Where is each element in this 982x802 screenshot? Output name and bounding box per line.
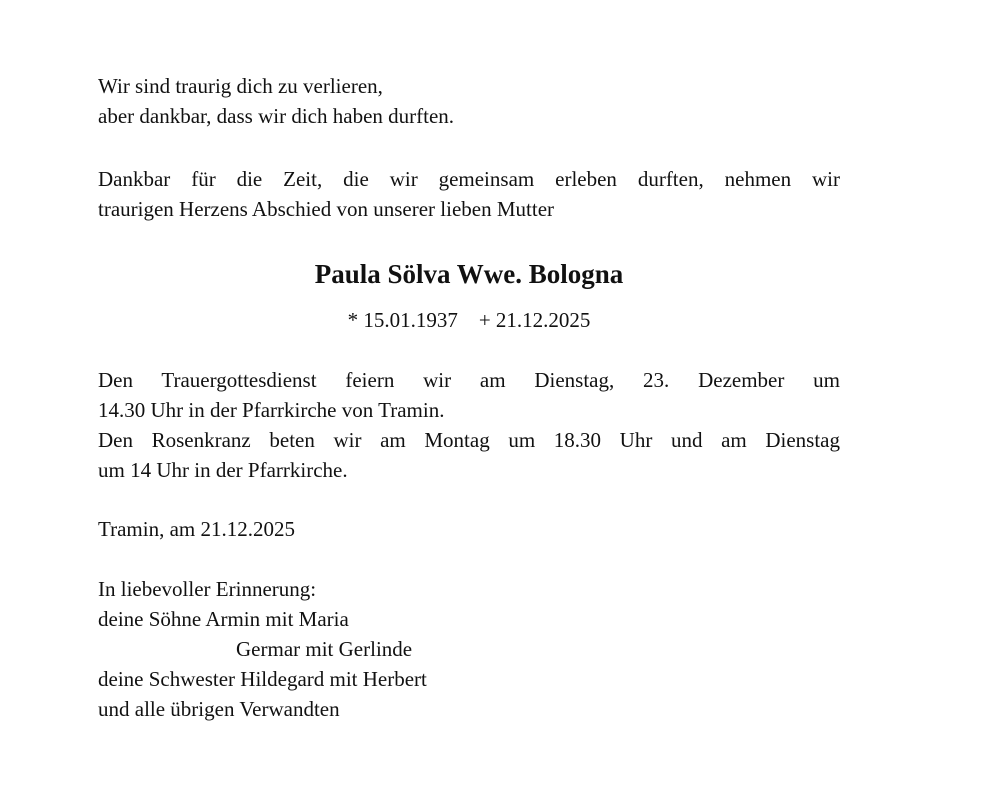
mourners-heading: In liebevoller Erinnerung: [98,577,317,601]
service-line-2: 14.30 Uhr in der Pfarrkirche von Tramin. [98,398,445,422]
intro-line-2: traurigen Herzens Abschied von unserer lieben Mutter [98,197,555,221]
death-date: + 21.12.2025 [478,308,591,332]
motto-line-1: Wir sind traurig dich zu verlieren, [98,74,383,98]
mourners-line-1: deine Söhne Armin mit Maria [98,607,349,631]
service-line-3: Den Rosenkranz beten wir am Montag um 18.30 Uhr und am Dienstag [98,428,840,452]
deceased-name: Paula Sölva Wwe. Bologna [314,259,624,289]
mourners-line-4: und alle übrigen Verwandten [98,697,340,721]
intro-line-1: Dankbar für die Zeit, die wir gemeinsam erleben durften, nehmen wir [98,167,840,191]
life-dates [0,305,938,335]
motto-line-2: aber dankbar, dass wir dich haben durften. [98,104,455,128]
place-date: Tramin, am 21.12.2025 [98,517,295,541]
mourners-line-3: deine Schwester Hildegard mit Herbert [98,667,427,691]
birth-date: * 15.01.1937 [347,308,458,332]
service-line-1: Den Trauergottesdienst feiern wir am Dienstag, 23. Dezember um [98,368,840,392]
mourners-line-2: Germar mit Gerlinde [236,637,413,661]
service-line-4: um 14 Uhr in der Pfarrkirche. [98,458,348,482]
